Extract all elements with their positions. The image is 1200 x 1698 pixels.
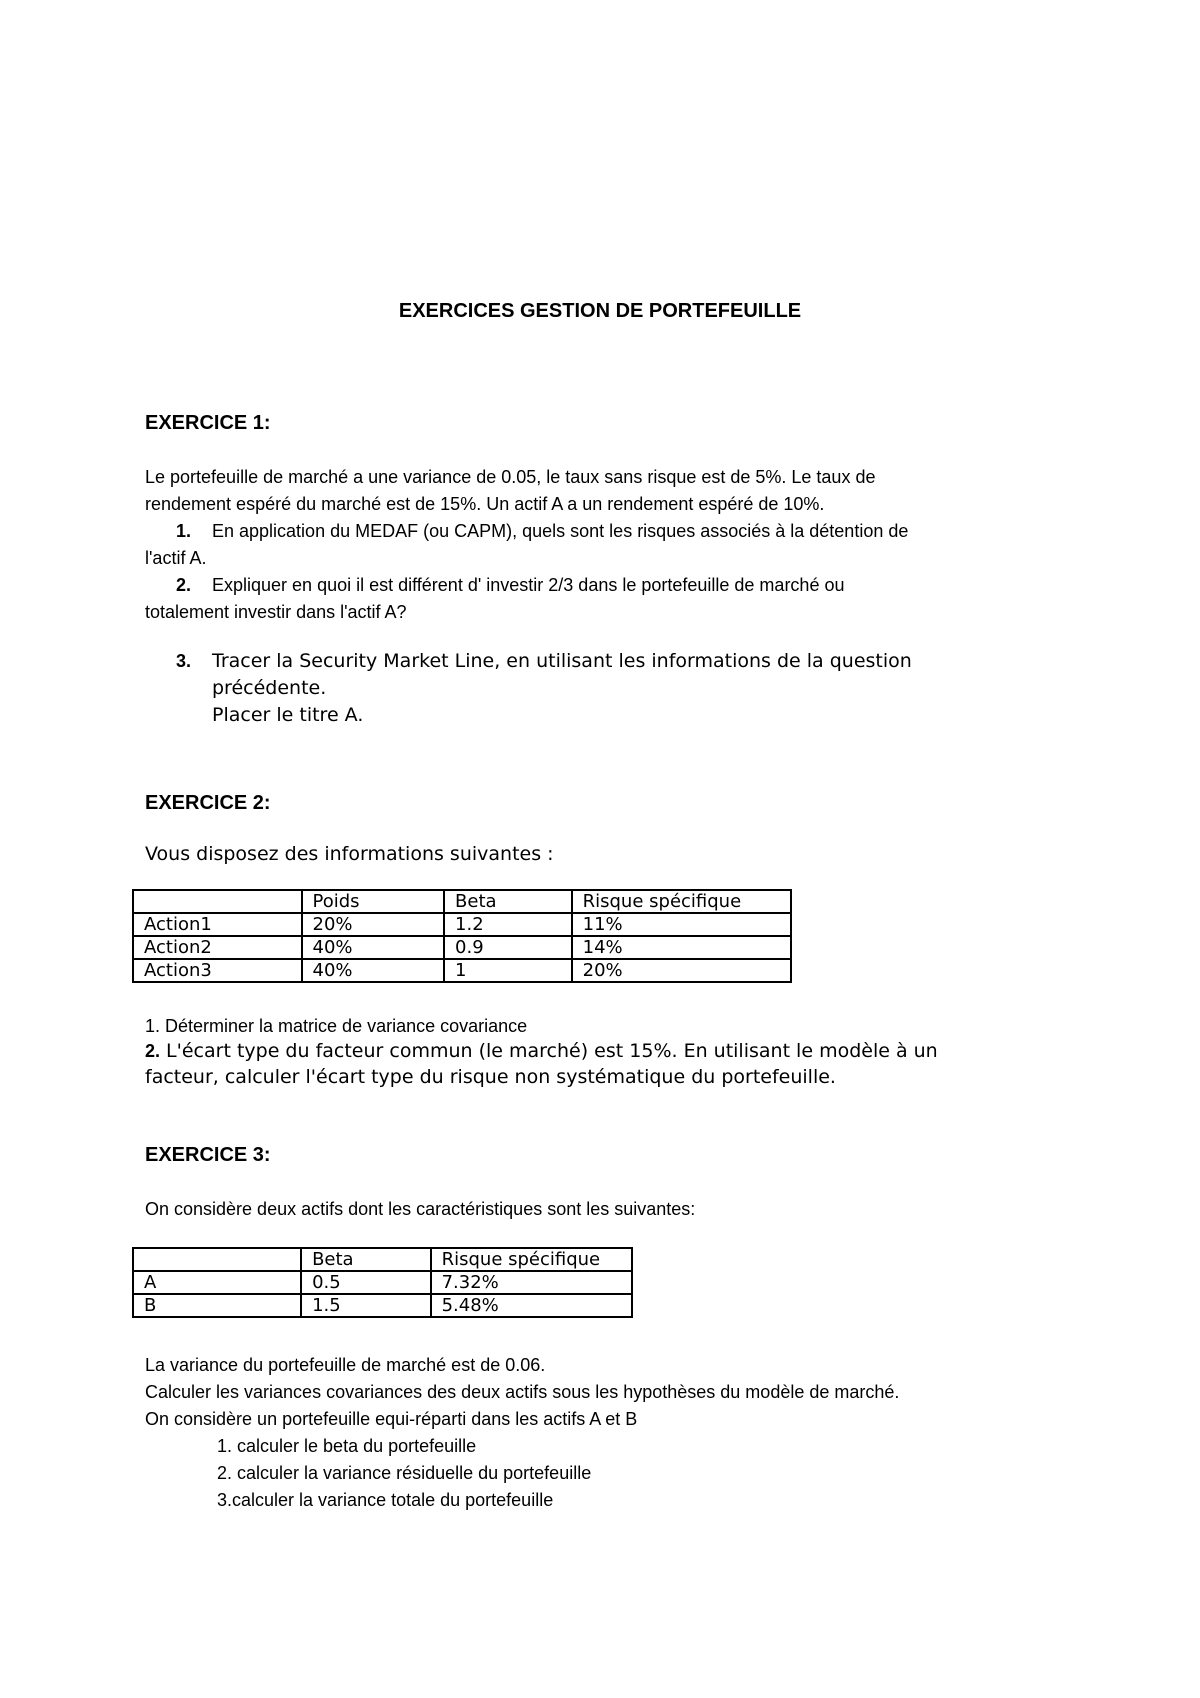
table-cell: 40% <box>302 959 445 982</box>
table-cell: 0.9 <box>444 936 572 959</box>
question-text: Expliquer en quoi il est différent d' investir 2/3 dans le portefeuille de marché ou <box>212 575 845 595</box>
table-cell: 40% <box>302 936 445 959</box>
table-header-row <box>133 1248 632 1271</box>
exercise-1-heading: EXERCICE 1: <box>145 412 271 434</box>
text-line: On considère un portefeuille equi-réparti dans les actifs A et B <box>145 1409 638 1429</box>
question-1-cont: l'actif A. <box>145 548 207 568</box>
question-1 <box>145 518 1025 545</box>
table-cell: A <box>133 1271 301 1294</box>
table-header-cell <box>133 890 302 913</box>
table-header-cell: Beta <box>301 1248 431 1271</box>
exercise-3-list <box>145 1433 1025 1514</box>
table-row <box>133 1271 632 1294</box>
table-cell: Action3 <box>133 959 302 982</box>
question-2 <box>145 572 1025 599</box>
question-text: Placer le titre A. <box>212 704 364 726</box>
exercise-3-intro: On considère deux actifs dont les caractéristiques sont les suivantes: <box>145 1199 696 1219</box>
question-text: Tracer la Security Market Line, en utilisant les informations de la question <box>212 650 912 672</box>
table-header-cell: Poids <box>302 890 445 913</box>
exercise-2-q2 <box>145 1038 1045 1090</box>
table-cell: Action2 <box>133 936 302 959</box>
table-cell: 1.2 <box>444 913 572 936</box>
question-3 <box>145 648 1045 729</box>
table-header-cell: Risque spécifique <box>431 1248 632 1271</box>
table-header-row <box>133 890 791 913</box>
table-cell: 1 <box>444 959 572 982</box>
list-item: 2. calculer la variance résiduelle du portefeuille <box>217 1463 592 1483</box>
exercise-3-heading: EXERCICE 3: <box>145 1144 271 1166</box>
intro-line: Le portefeuille de marché a une variance de 0.05, le taux sans risque est de 5%. Le taux de <box>145 467 876 487</box>
table-row <box>133 913 791 936</box>
table-header-cell: Beta <box>444 890 572 913</box>
table-cell: 11% <box>572 913 791 936</box>
intro-line: rendement espéré du marché est de 15%. Un actif A a un rendement espéré de 10%. <box>145 494 825 514</box>
question-text: facteur, calculer l'écart type du risque non systématique du portefeuille. <box>145 1066 836 1088</box>
exercise-2-intro: Vous disposez des informations suivantes : <box>145 843 554 865</box>
exercise-2-heading: EXERCICE 2: <box>145 792 271 814</box>
question-number: 2. <box>145 1041 161 1061</box>
table-cell: 14% <box>572 936 791 959</box>
table-cell: 20% <box>572 959 791 982</box>
table-cell: 0.5 <box>301 1271 431 1294</box>
table-cell: 5.48% <box>431 1294 632 1317</box>
table-header-cell <box>133 1248 301 1271</box>
table-cell: 20% <box>302 913 445 936</box>
exercise-3-text <box>145 1352 1025 1514</box>
table-cell: B <box>133 1294 301 1317</box>
question-text: En application du MEDAF (ou CAPM), quels sont les risques associés à la détention de <box>212 521 909 541</box>
table-header-cell: Risque spécifique <box>572 890 791 913</box>
exercise-1-intro <box>145 464 1025 626</box>
question-number: 3. <box>175 651 191 671</box>
table-row <box>133 959 791 982</box>
exercise-2-table <box>132 889 792 983</box>
table-cell: 1.5 <box>301 1294 431 1317</box>
page-title: EXERCICES GESTION DE PORTEFEUILLE <box>398 300 802 322</box>
table-row <box>133 936 791 959</box>
table-cell: 7.32% <box>431 1271 632 1294</box>
table-row <box>133 1294 632 1317</box>
question-2-cont: totalement investir dans l'actif A? <box>145 602 407 622</box>
question-text: L'écart type du facteur commun (le marché) est 15%. En utilisant le modèle à un <box>160 1040 938 1062</box>
text-line: La variance du portefeuille de marché est de 0.06. <box>145 1355 546 1375</box>
question-text: précédente. <box>212 677 327 699</box>
list-item: 1. calculer le beta du portefeuille <box>217 1436 477 1456</box>
table-cell: Action1 <box>133 913 302 936</box>
text-line: Calculer les variances covariances des deux actifs sous les hypothèses du modèle de marché. <box>145 1382 900 1402</box>
question-number: 1. <box>175 521 191 541</box>
list-item: 3.calculer la variance totale du portefeuille <box>217 1490 554 1510</box>
exercise-2-q1: 1. Déterminer la matrice de variance covariance <box>145 1016 528 1036</box>
exercise-3-table <box>132 1247 633 1318</box>
question-number: 2. <box>175 575 191 595</box>
